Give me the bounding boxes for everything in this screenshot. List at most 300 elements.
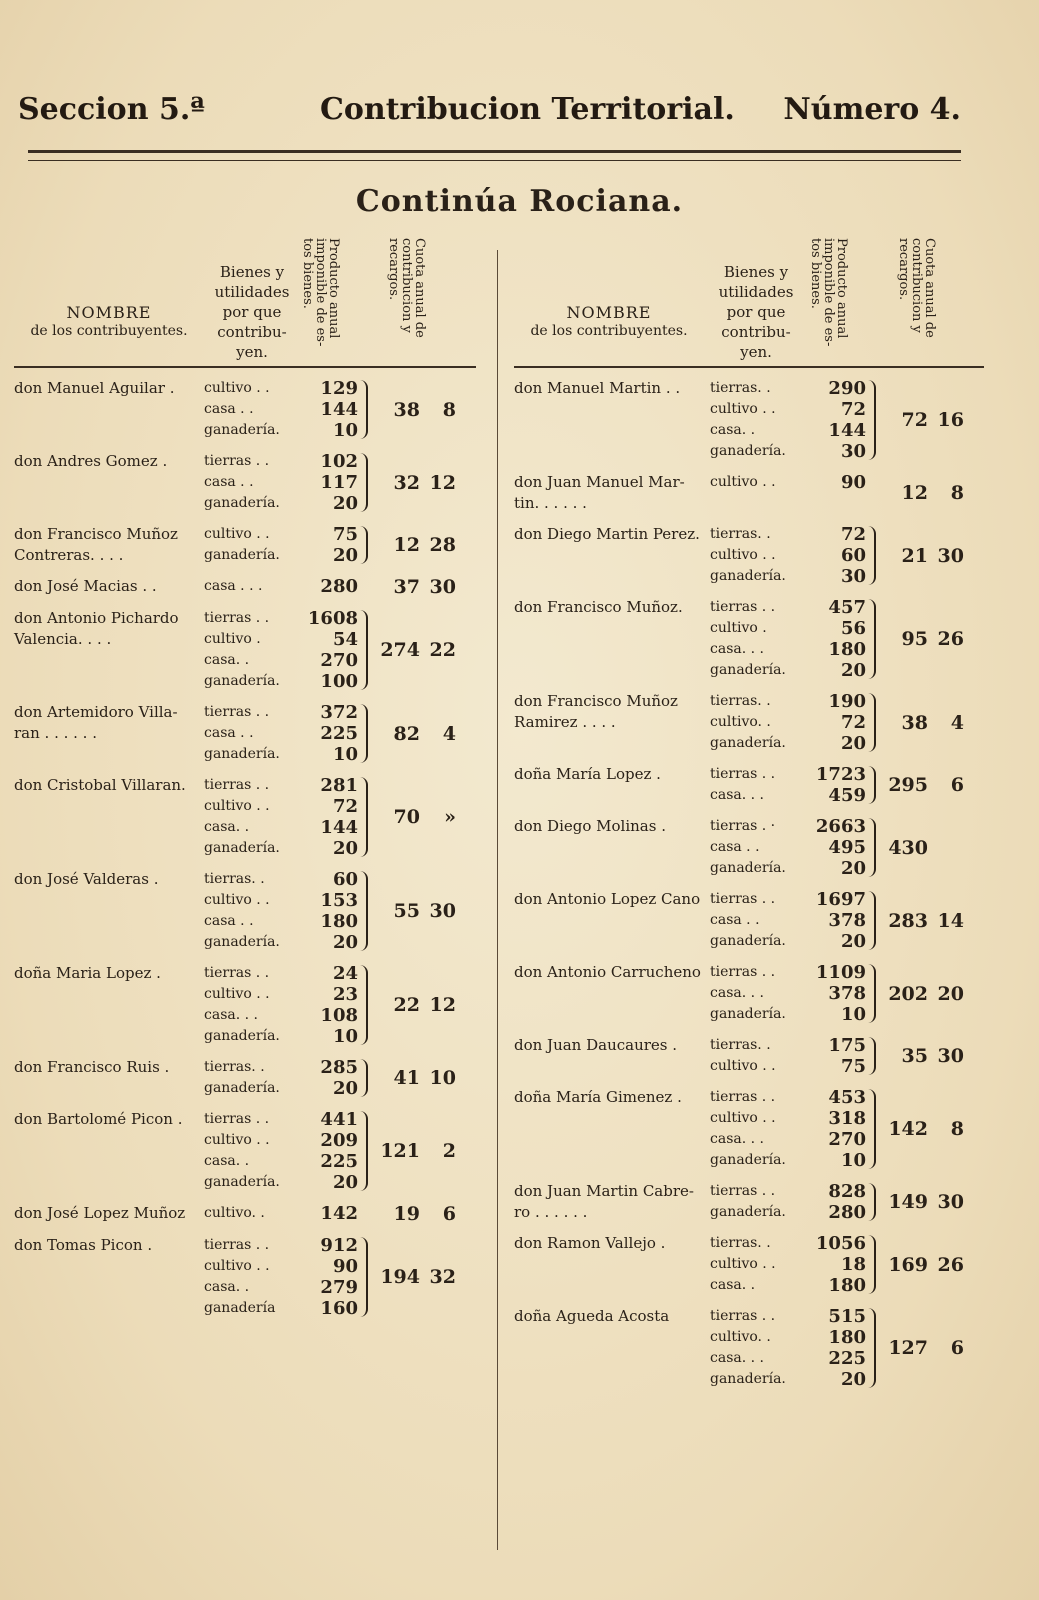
asset-list [710,816,806,879]
brace-mark [358,963,370,1047]
brace-line [868,526,876,585]
product-values [298,1057,358,1099]
brace-mark [866,472,878,514]
product-value: 280 [828,1202,866,1223]
cuota-amount: 55 [393,900,420,922]
cuota-amount: 283 [888,909,928,932]
asset-item: casa. . [204,819,250,835]
asset-item: ganadería. [710,662,786,678]
product-values [298,608,358,692]
product-values [806,1306,866,1390]
asset-item: tierras. . [204,871,265,887]
contributor-entry [14,1235,476,1319]
product-values [298,963,358,1047]
product-value: 102 [320,451,358,472]
product-value: 2663 [815,816,866,837]
asset-item: cultivo. . [710,714,771,730]
contributor-entry [514,524,984,587]
contributor-entry [14,1203,476,1225]
product-value: 90 [840,472,866,493]
product-values [806,597,866,681]
product-values [806,691,866,754]
brace-line [868,1235,876,1294]
product-value: 290 [828,378,866,399]
cuota-fraction [928,816,964,879]
cuota-amount: 194 [380,1266,420,1288]
cuota-fraction: 26 [937,628,964,650]
product-value: 281 [320,775,358,796]
brace-line [868,693,876,752]
contributor-entry [14,524,476,566]
asset-item: ganadería. [204,1174,280,1190]
product-value: 144 [828,420,866,441]
contributor-name: don Ramon Vallejo . [514,1234,666,1252]
asset-item: cultivo . . [710,547,776,563]
product-value: 23 [332,984,358,1005]
product-values [298,775,358,859]
contributor-name: doña María Gimenez . [514,1088,682,1106]
product-values [806,962,866,1025]
product-values [298,1109,358,1193]
product-values [298,869,358,953]
cuota-fraction: 30 [937,1045,964,1067]
asset-list [710,691,806,754]
asset-item: cultivo . [204,631,261,647]
asset-item: casa . . [710,912,760,928]
product-value: 144 [320,817,358,838]
cuota-fraction: 8 [950,1118,964,1140]
section-label: Seccion 5.ª [18,92,205,127]
asset-item: tierras . . [204,704,270,720]
product-value: 75 [840,1056,866,1077]
brace-line [868,1089,876,1169]
asset-item: tierras . . [710,891,776,907]
cuota-amount: 22 [393,994,420,1016]
brace-mark [358,378,370,441]
asset-item: ganadería. [204,547,280,563]
product-value: 60 [840,545,866,566]
cuota-fraction: 4 [442,722,456,745]
product-value: 117 [320,472,358,493]
asset-item: tierras . . [204,965,270,981]
cuota-amount: 202 [888,982,928,1005]
contributor-name: don Francisco Muñoz Ramirez . . . . [514,692,678,731]
cuota-fraction: 20 [937,982,964,1005]
product-value: 20 [332,545,358,566]
asset-item: tierras. . [710,1037,771,1053]
asset-item: ganadería. [710,1204,786,1220]
product-values [298,1203,358,1225]
asset-item: casa . . [204,725,254,741]
cuota-fraction: 6 [950,1337,964,1359]
asset-item: tierras . · [710,818,776,834]
product-value: 225 [320,1151,358,1172]
product-value: 453 [828,1087,866,1108]
contributor-name: don Cristobal Villaran. [14,776,186,794]
asset-item: casa. . [710,1277,756,1293]
page-title: Contribucion Territorial. [320,92,735,127]
asset-item: tierras . . [710,1089,776,1105]
cuota-amount: 295 [888,774,928,796]
product-value: 279 [320,1277,358,1298]
product-values [298,524,358,566]
product-value: 495 [828,837,866,858]
asset-item: tierras . . [710,964,776,980]
asset-item: tierras . . [204,1111,270,1127]
asset-item: tierras. . [710,1235,771,1251]
contributor-name: doña Agueda Acosta [514,1307,670,1325]
brace-mark [358,1203,370,1225]
cuota-fraction: 2 [442,1140,456,1162]
asset-item: ganadería. [710,1006,786,1022]
contributor-name: don Antonio Carrucheno [514,963,701,981]
product-value: 372 [320,702,358,723]
product-value: 20 [332,1078,358,1099]
asset-item: casa. . . [204,1007,258,1023]
header-producto: Producto anual imponible de es-tos bienes. [808,238,849,347]
contributor-name: don Francisco Ruis . [14,1058,170,1076]
cuota-amount: 72 [901,409,928,431]
asset-item: tierras . . [710,1183,776,1199]
product-value: 318 [828,1108,866,1129]
asset-item: ganadería. [204,1028,280,1044]
product-value: 459 [828,785,866,806]
asset-item: cultivo . . [710,1256,776,1272]
contributor-name: don Manuel Aguilar . [14,379,175,397]
asset-list [710,1035,806,1077]
cuota-fraction: 8 [442,398,456,421]
product-value: 828 [828,1181,866,1202]
product-value: 180 [320,911,358,932]
contributor-name: don Antonio Lopez Cano [514,890,701,908]
asset-item: casa. . [710,422,756,438]
cuota-amount: 38 [901,711,928,734]
contributor-entry [514,764,984,806]
brace-line [868,1308,876,1388]
cuota-amount: 12 [901,482,928,504]
asset-item: casa. . [204,1279,250,1295]
product-value: 30 [840,566,866,587]
cuota-fraction: 8 [950,482,964,504]
contributor-entry [14,963,476,1047]
asset-item: cultivo . . [204,1132,270,1148]
brace-mark [358,1109,370,1193]
asset-item: tierras. . [710,380,771,396]
contributor-entry [14,775,476,859]
contributor-entry [14,702,476,765]
brace-mark [866,1181,878,1223]
cuota-amount: 149 [888,1191,928,1213]
asset-item: casa. . [204,652,250,668]
asset-list [710,889,806,952]
cuota-fraction: » [444,806,456,828]
asset-list [204,378,298,441]
left-table-body [14,378,476,1319]
cuota-fraction: 10 [429,1067,456,1089]
product-value: 20 [332,838,358,859]
cuota-fraction: 22 [429,639,456,661]
product-value: 180 [828,639,866,660]
asset-item: tierras . . [204,610,270,626]
product-value: 441 [320,1109,358,1130]
product-value: 75 [332,524,358,545]
brace-line [360,965,368,1045]
asset-list [204,576,298,598]
contributor-entry [514,1181,984,1223]
product-value: 225 [828,1348,866,1369]
product-value: 285 [320,1057,358,1078]
brace-line [360,1237,368,1317]
asset-item: tierras . . [204,1237,270,1253]
brace-line [360,380,368,439]
product-value: 20 [840,858,866,879]
brace-line [868,891,876,950]
product-value: 72 [332,796,358,817]
asset-item: tierras . . [204,453,270,469]
contributor-entry [514,1087,984,1171]
cuota-fraction: 12 [429,471,456,494]
asset-list [204,1057,298,1099]
cuota-amount: 41 [393,1067,420,1089]
contributor-name: don Juan Manuel Mar- tin. . . . . . [514,473,685,512]
product-value: 60 [332,869,358,890]
product-value: 190 [828,691,866,712]
contributor-name: don José Lopez Muñoz [14,1204,186,1222]
product-values [806,764,866,806]
asset-item: ganadería. [710,1371,786,1387]
product-value: 160 [320,1298,358,1319]
asset-list [204,869,298,953]
cuota-fraction: 30 [937,1191,964,1213]
asset-item: casa. . . [710,1131,764,1147]
product-value: 209 [320,1130,358,1151]
cuota-amount: 32 [393,471,420,494]
cuota-fraction: 12 [429,994,456,1016]
subtitle: Continúa Rociana. [355,184,684,219]
brace-mark [358,775,370,859]
asset-item: tierras. . [710,693,771,709]
asset-item: cultivo . . [204,380,270,396]
product-value: 180 [828,1275,866,1296]
brace-line [868,964,876,1023]
cuota-fraction: 28 [429,534,456,556]
asset-item: casa. . . [710,641,764,657]
product-value: 10 [332,1026,358,1047]
product-value: 515 [828,1306,866,1327]
asset-item: cultivo. . [710,1329,771,1345]
contributor-name: don Francisco Muñoz Contreras. . . . [14,525,178,564]
asset-item: casa . . [710,839,760,855]
product-value: 280 [320,576,358,597]
contributor-entry [514,1233,984,1296]
asset-list [710,378,806,462]
brace-mark [358,576,370,598]
brace-mark [866,764,878,806]
header-bienes: Bienes y utilidades por que contribu-yen. [718,263,794,361]
cuota-amount: 37 [393,576,420,598]
contributor-name: don Diego Martin Perez. [514,525,700,543]
left-column [14,238,476,1319]
brace-mark [358,702,370,765]
brace-line [360,1111,368,1191]
header-cuota: Cuota anual de contribucion y recargos. [386,238,427,338]
product-values [298,378,358,441]
product-value: 1723 [815,764,866,785]
cuota-amount: 19 [393,1203,420,1225]
product-value: 100 [320,671,358,692]
asset-item: cultivo . . [204,798,270,814]
contributor-entry [514,472,984,514]
product-value: 1056 [815,1233,866,1254]
product-value: 108 [320,1005,358,1026]
cuota-fraction: 6 [950,774,964,796]
product-value: 270 [320,650,358,671]
asset-item: tierras . . [204,777,270,793]
brace-mark [358,451,370,514]
brace-mark [866,1035,878,1077]
brace-mark [866,962,878,1025]
right-table-header [514,238,984,368]
brace-mark [866,1306,878,1390]
cuota-fraction: 14 [937,909,964,932]
cuota-fraction: 30 [429,576,456,598]
product-value: 10 [840,1004,866,1025]
product-values [298,702,358,765]
asset-list [710,1181,806,1223]
asset-item: ganadería. [710,568,786,584]
asset-item: ganadería. [204,840,280,856]
product-value: 24 [332,963,358,984]
asset-list [204,775,298,859]
asset-item: cultivo . . [204,986,270,1002]
cuota-fraction: 30 [429,900,456,922]
product-value: 54 [332,629,358,650]
cuota-amount: 21 [901,544,928,567]
product-value: 20 [840,1369,866,1390]
product-values [298,451,358,514]
right-table-body [514,378,984,1390]
brace-line [360,1059,368,1097]
brace-mark [358,608,370,692]
contributor-entry [514,816,984,879]
asset-item: ganadería. [204,673,280,689]
product-value: 175 [828,1035,866,1056]
cuota-amount: 35 [901,1045,928,1067]
contributor-name: don José Macias . . [14,577,157,595]
cuota-amount: 169 [888,1253,928,1276]
asset-list [204,1109,298,1193]
asset-item: tierras . . [710,599,776,615]
contributor-name: doña Maria Lopez . [14,964,161,982]
product-values [806,472,866,514]
product-values [298,1235,358,1319]
brace-mark [358,1057,370,1099]
brace-line [868,766,876,804]
product-value: 378 [828,983,866,1004]
cuota-fraction: 4 [950,711,964,734]
cuota-amount: 82 [393,722,420,745]
cuota-amount: 142 [888,1118,928,1140]
asset-item: tierras. . [710,526,771,542]
brace-line [868,1183,876,1221]
contributor-name: don Bartolomé Picon . [14,1110,183,1128]
header-bienes: Bienes y utilidades por que contribu-yen. [214,263,290,361]
asset-item: casa . . [204,474,254,490]
contributor-name: don Manuel Martin . . [514,379,681,397]
contributor-name: don Juan Daucaures . [514,1036,678,1054]
brace-line [868,599,876,679]
product-values [806,378,866,462]
asset-item: cultivo . . [204,526,270,542]
product-value: 10 [332,744,358,765]
asset-item: ganadería. [710,443,786,459]
contributor-entry [14,1109,476,1193]
asset-item: tierras . . [710,1308,776,1324]
contributor-name: don Antonio Pichardo Valencia. . . . [14,609,179,648]
brace-line [360,453,368,512]
brace-line [360,610,368,690]
column-divider [497,250,498,1550]
brace-mark [866,378,878,462]
product-value: 72 [840,399,866,420]
contributor-name: don José Valderas . [14,870,159,888]
cuota-amount: 121 [380,1140,420,1162]
product-value: 1109 [815,962,866,983]
cuota-amount: 12 [393,534,420,556]
product-value: 90 [332,1256,358,1277]
brace-mark [866,1087,878,1171]
product-value: 1608 [307,608,358,629]
contributor-name: don Artemidoro Villa- ran . . . . . . [14,703,178,742]
product-values [806,1181,866,1223]
product-value: 20 [840,733,866,754]
product-values [806,816,866,879]
asset-item: cultivo . . [204,892,270,908]
asset-item: ganadería. [204,495,280,511]
header-nombre: NOMBRE de los contribuyentes. [530,303,688,339]
brace-mark [866,1233,878,1296]
contributor-entry [14,451,476,514]
header-nombre: NOMBRE de los contribuyentes. [30,303,188,339]
cuota-amount: 127 [888,1337,928,1359]
contributor-entry [514,962,984,1025]
asset-list [710,962,806,1025]
product-value: 180 [828,1327,866,1348]
product-value: 20 [332,1172,358,1193]
cuota-fraction: 6 [442,1203,456,1225]
asset-list [710,764,806,806]
brace-mark [866,691,878,754]
brace-mark [866,524,878,587]
product-values [806,1233,866,1296]
product-value: 153 [320,890,358,911]
header-rule [28,150,961,153]
header-cuota: Cuota anual de contribucion y recargos. [896,238,937,338]
product-values [806,1087,866,1171]
brace-line [868,1037,876,1075]
product-value: 72 [840,524,866,545]
cuota-amount: 95 [901,628,928,650]
product-values [298,576,358,598]
product-value: 225 [320,723,358,744]
product-value: 20 [332,493,358,514]
header-rule-thin [28,160,961,161]
contributor-name: don Diego Molinas . [514,817,666,835]
brace-mark [866,889,878,952]
product-value: 10 [332,420,358,441]
product-value: 20 [840,931,866,952]
asset-item: ganadería. [204,746,280,762]
